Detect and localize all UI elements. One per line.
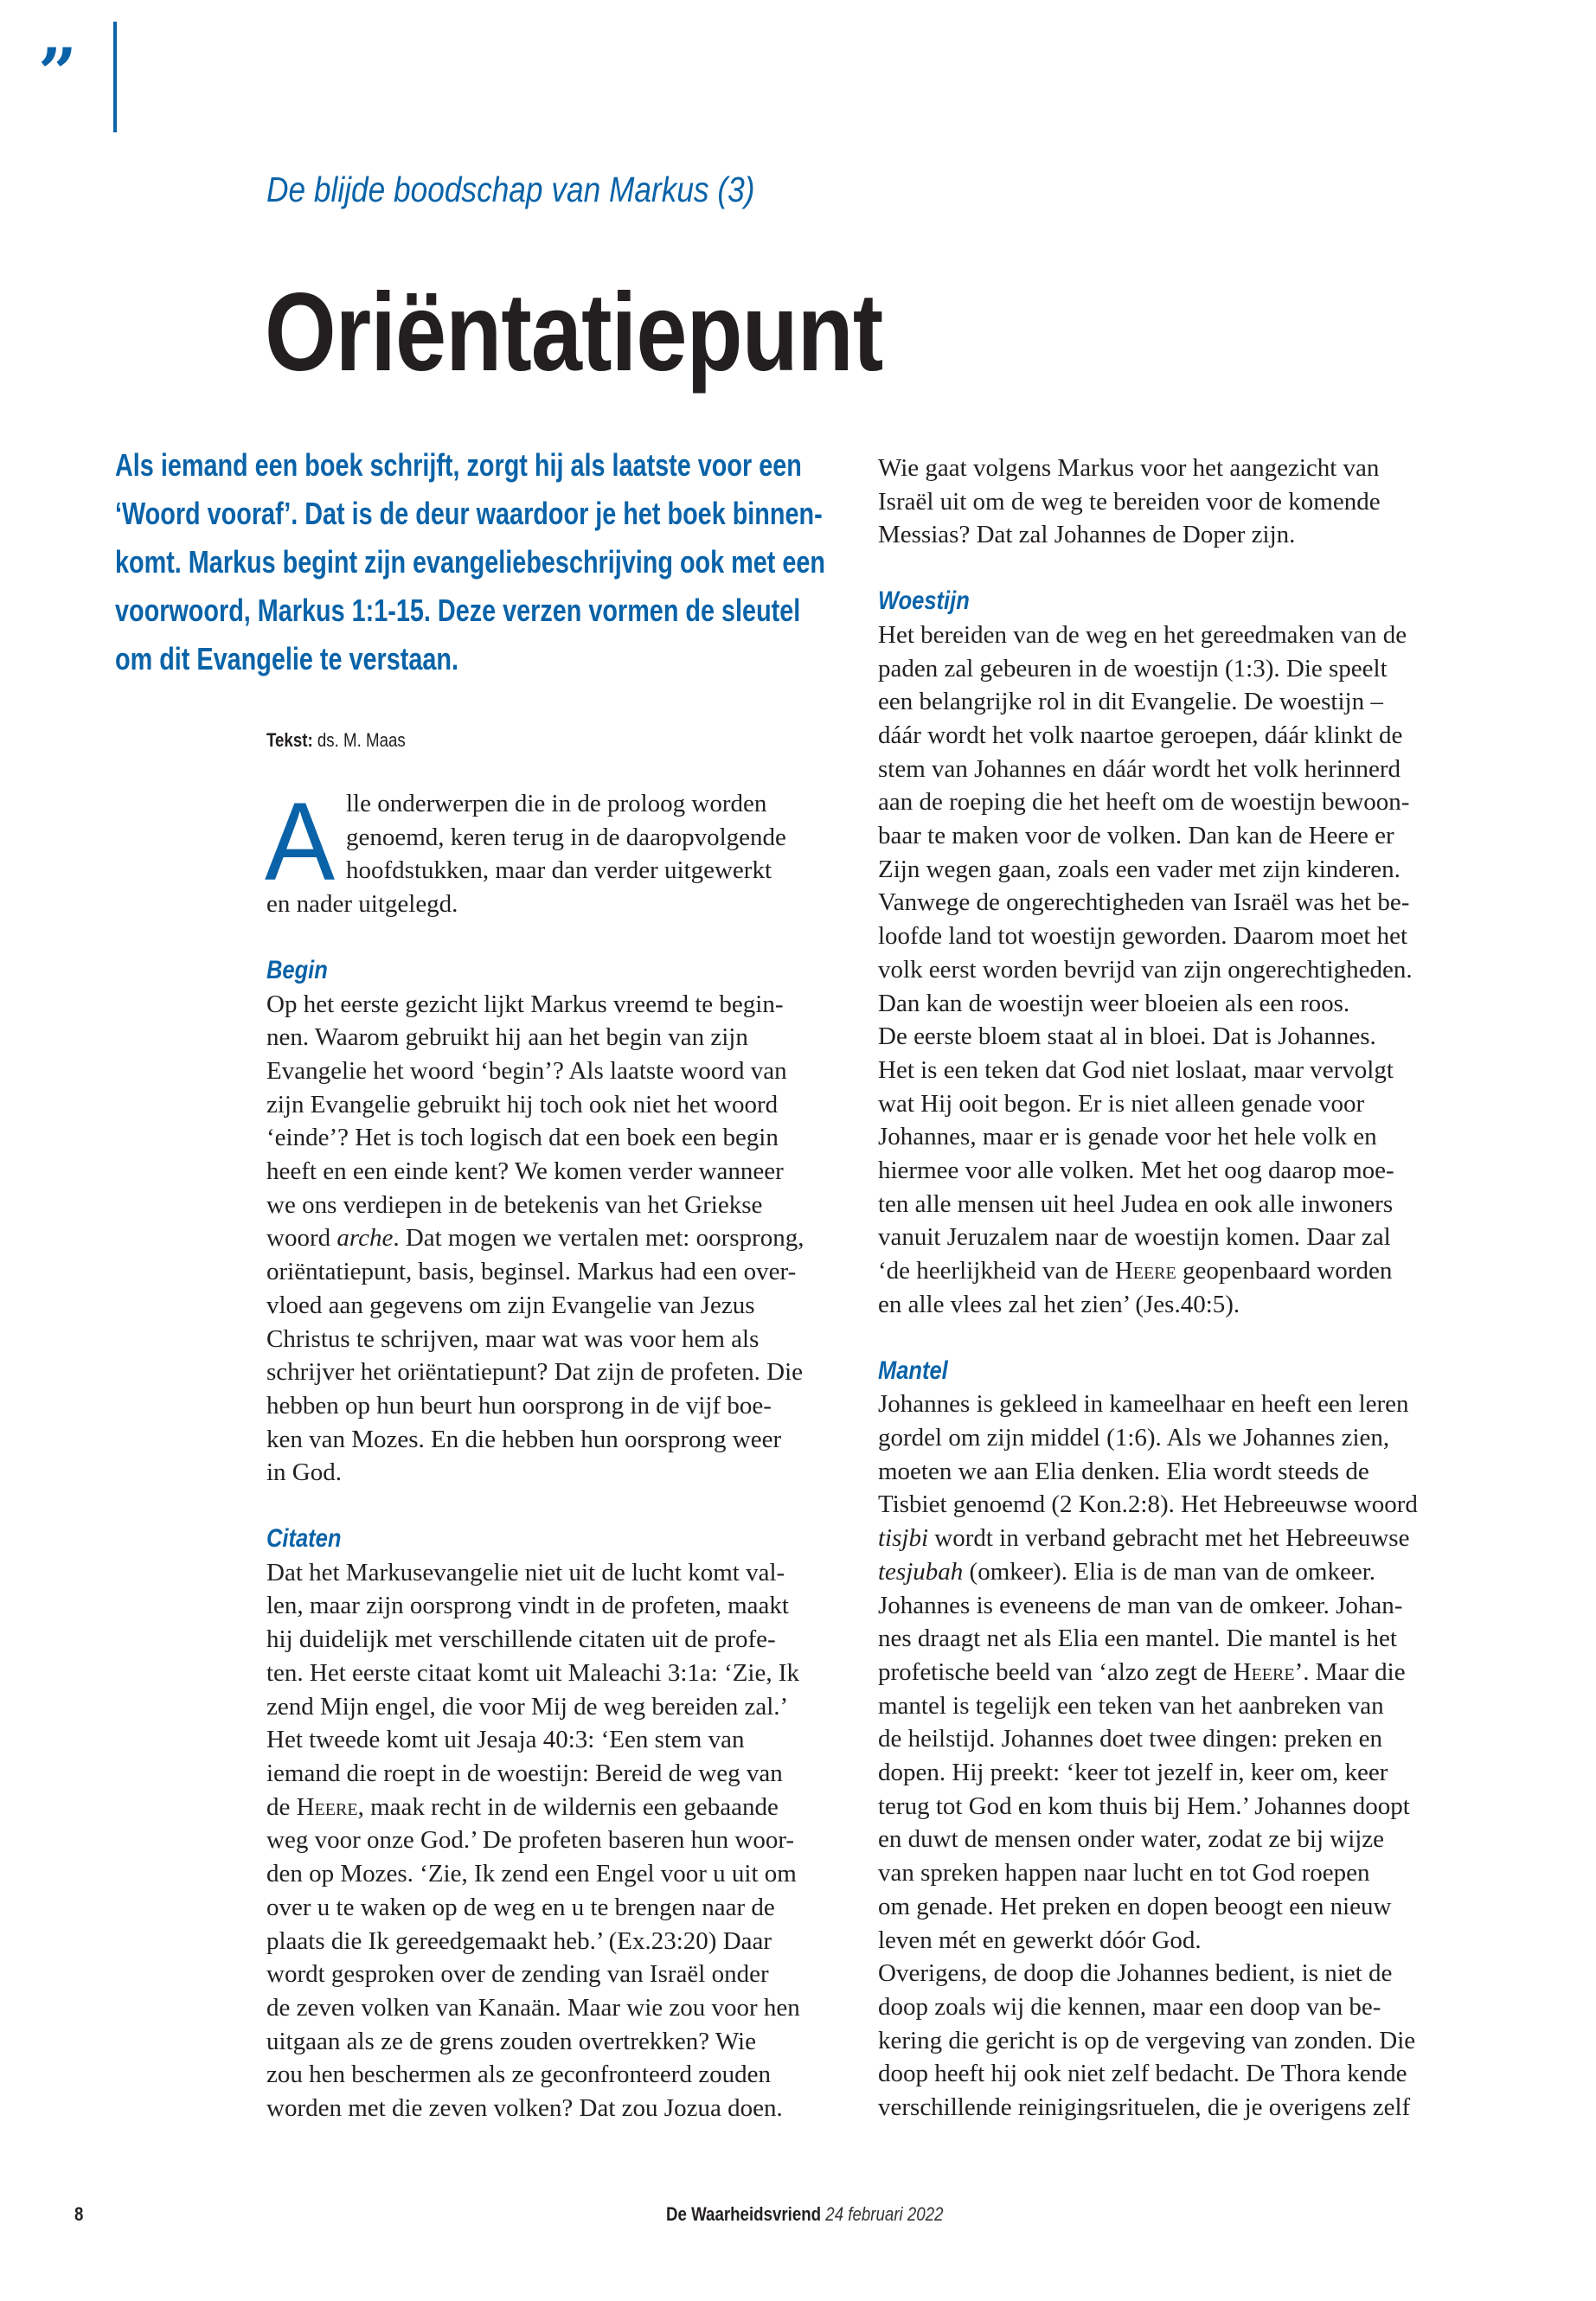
italic-term: arche <box>337 1224 394 1253</box>
lead-line: komt. Markus begint zijn evangeliebeschrijving ook met een <box>115 544 826 580</box>
byline-label: Tekst: <box>266 729 313 751</box>
body-line: zijn Evangelie gebruikt hij toch ook niet het woord <box>266 1090 779 1118</box>
footer-publication <box>666 2203 944 2226</box>
body-line: over u te waken op de weg en u te brengen naar de <box>266 1893 775 1921</box>
body-line: Het tweede komt uit Jesaja 40:3: ‘Een stem van <box>266 1726 745 1754</box>
column-left <box>265 780 842 2125</box>
body-line: Overigens, de doop die Johannes bedient, is niet de <box>878 1959 1393 1988</box>
body-line: hebben op hun beurt hun oorsprong in de vijf boe- <box>266 1391 772 1420</box>
body-line: nes draagt net als Elia een mantel. Die mantel is het <box>878 1625 1397 1653</box>
small-caps-term: Heere <box>1114 1257 1176 1285</box>
small-caps-term: Heere <box>296 1792 358 1821</box>
body-line <box>266 1791 842 1824</box>
article-title: Oriëntatiepunt <box>265 271 883 394</box>
body-line: zend Mijn engel, die voor Mij de weg bereiden zal.’ <box>266 1692 789 1721</box>
body-line: Christus te schrijven, maar wat was voor hem als <box>266 1324 760 1353</box>
lead-line: Als iemand een boek schrijft, zorgt hij als laatste voor een <box>115 447 802 483</box>
body-line: Tisbiet genoemd (2 Kon.2:8). Het Hebreeuwse woord <box>878 1490 1418 1519</box>
small-caps-term: Heere <box>1233 1657 1295 1686</box>
text-run: de <box>266 1792 297 1821</box>
body-line: Het bereiden van de weg en het gereedmaken van de <box>878 620 1407 649</box>
spacer <box>878 1322 1458 1355</box>
body-line: de zeven volken van Kanaän. Maar wie zou voor hen <box>266 1993 800 2022</box>
body-line: om genade. Het preken en dopen beoogt een nieuw <box>878 1892 1392 1920</box>
section-heading-citaten: Citaten <box>266 1524 342 1554</box>
body-line: terug tot God en kom thuis bij Hem.’ Johannes doopt <box>878 1791 1410 1820</box>
continuation-paragraph <box>878 452 1458 552</box>
spacer <box>878 552 1458 585</box>
body-line: paden zal gebeuren in de woestijn (1:3). Die speelt <box>878 654 1388 683</box>
lead-line: om dit Evangelie te verstaan. <box>115 641 458 676</box>
body-line: wat Hij ooit begon. Er is niet alleen genade voor <box>878 1089 1365 1118</box>
body-line: Het is een teken dat God niet loslaat, maar vervolgt <box>878 1055 1394 1084</box>
body-line: dáár wordt het volk naartoe geroepen, dáár klinkt de <box>878 721 1403 749</box>
body-line: doop heeft hij ook niet zelf bedacht. De Thora kende <box>878 2060 1407 2088</box>
text-run: profetische beeld van ‘alzo zegt de <box>878 1657 1234 1686</box>
body-line: ten. Het eerste citaat komt uit Maleachi 3:1a: ‘Zie, Ik <box>266 1658 800 1687</box>
text-run: ’. Maar die <box>1294 1657 1406 1686</box>
byline <box>266 729 406 752</box>
body-line <box>266 1221 842 1255</box>
header-rule <box>113 22 117 132</box>
body-line: hoofdstukken, maar dan verder uitgewerkt <box>346 856 772 885</box>
body-line: hij duidelijk met verschillende citaten uit de profe- <box>266 1625 776 1654</box>
footer-page-number: 8 <box>74 2203 84 2225</box>
body-line: zou hen beschermen als ze geconfronteerd zouden <box>266 2061 771 2089</box>
body-line: een belangrijke rol in dit Evangelie. De woestijn – <box>878 688 1383 716</box>
body-line <box>878 1254 1458 1288</box>
section-heading-woestijn: Woestijn <box>878 586 970 616</box>
body-line: ‘einde’? Het is toch logisch dat een boek een begin <box>266 1124 779 1152</box>
body-line: moeten we aan Elia denken. Elia wordt steeds de <box>878 1457 1369 1485</box>
body-line: len, maar zijn oorsprong vindt in de profeten, maakt <box>266 1592 789 1620</box>
body-line: wordt gesproken over de zending van Israël onder <box>266 1960 769 1989</box>
body-line: oriëntatiepunt, basis, beginsel. Markus had een over- <box>266 1258 797 1286</box>
body-line: baar te maken voor de volken. Dan kan de Heere er <box>878 822 1394 850</box>
lead-paragraph <box>115 441 963 683</box>
body-line: ken van Mozes. En die hebben hun oorsprong weer <box>266 1425 782 1453</box>
text-run: ‘de heerlijkheid van de <box>878 1257 1115 1285</box>
body-line: vloed aan gegevens om zijn Evangelie van Jezus <box>266 1291 755 1319</box>
body-line: Johannes is gekleed in kameelhaar en heeft een leren <box>878 1390 1409 1419</box>
body-line: Johannes is eveneens de man van de omkeer. Johan- <box>878 1591 1403 1619</box>
body-line: schrijver het oriëntatiepunt? Dat zijn de profeten. Die <box>266 1358 804 1387</box>
section-citaten-body <box>266 1556 842 2125</box>
body-line: iemand die roept in de woestijn: Bereid de weg van <box>266 1759 783 1787</box>
italic-term: tisjbi <box>878 1524 929 1553</box>
spacer <box>266 1490 842 1522</box>
body-line: Dat het Markusevangelie niet uit de lucht komt val- <box>266 1558 785 1586</box>
body-line: Dan kan de woestijn weer bloeien als een roos. <box>878 989 1350 1017</box>
body-line: den op Mozes. ‘Zie, Ik zend een Engel voor u uit om <box>266 1860 797 1888</box>
body-line: plaats die Ik gereedgemaakt heb.’ (Ex.23:20) Daar <box>266 1926 772 1955</box>
body-line: de heilstijd. Johannes doet twee dingen: preken en <box>878 1725 1383 1753</box>
body-line: dopen. Hij preekt: ‘keer tot jezelf in, keer om, keer <box>878 1759 1388 1787</box>
text-run: . Dat mogen we vertalen met: oorsprong, <box>393 1224 804 1253</box>
body-line: mantel is tegelijk een teken van het aanbreken van <box>878 1691 1384 1720</box>
body-line: leven mét en gewerkt dóór God. <box>878 1926 1202 1954</box>
quote-mark-icon: ” <box>38 34 70 112</box>
intro-paragraph <box>265 780 842 921</box>
body-line: kering die gericht is op de vergeving van zonden. Die <box>878 2026 1416 2054</box>
body-line: Vanwege de ongerechtigheden van Israël was het be- <box>878 888 1410 917</box>
body-line: volk eerst worden bevrijd van zijn ongerechtigheden. <box>878 955 1413 984</box>
body-line: worden met die zeven volken? Dat zou Jozua doen. <box>266 2094 783 2123</box>
body-line: stem van Johannes en dáár wordt het volk herinnerd <box>878 754 1401 783</box>
body-line: van spreken happen naar lucht en tot God roepen <box>878 1859 1370 1888</box>
body-line: De eerste bloem staat al in bloei. Dat is Johannes. <box>878 1022 1376 1051</box>
body-line: Wie gaat volgens Markus voor het aangezicht van <box>878 454 1380 482</box>
body-line: vanuit Jeruzalem naar de woestijn komen. Daar zal <box>878 1223 1391 1252</box>
lead-line: ‘Woord vooraf’. Dat is de deur waardoor je het boek binnen- <box>115 496 823 531</box>
body-line: Evangelie het woord ‘begin’? Als laatste woord van <box>266 1056 787 1085</box>
body-line: genoemd, keren terug in de daaropvolgende <box>346 823 786 851</box>
text-run: (omkeer). Elia is de man van de omkeer. <box>963 1557 1375 1586</box>
body-line: in God. <box>266 1458 342 1487</box>
publication-date: 24 februari 2022 <box>825 2203 944 2225</box>
body-line: loofde land tot woestijn geworden. Daarom moet het <box>878 922 1408 951</box>
section-heading-begin: Begin <box>266 955 328 984</box>
section-mantel-body <box>878 1388 1458 2124</box>
text-run: geopenbaard worden <box>1176 1257 1393 1285</box>
body-line <box>878 1656 1458 1689</box>
body-line: en alle vlees zal het zien’ (Jes.40:5). <box>878 1290 1240 1318</box>
body-line: heeft en een einde kent? We komen verder wanneer <box>266 1157 784 1186</box>
text-run: , maak recht in de wildernis een gebaande <box>357 1792 779 1821</box>
body-line: doop zoals wij die kennen, maar een doop van be- <box>878 1992 1381 2021</box>
body-line: aan de roeping die het heeft om de woestijn bewoon- <box>878 788 1410 817</box>
body-line: Israël uit om de weg te bereiden voor de komende <box>878 487 1381 516</box>
body-line: verschillende reinigingsrituelen, die je overigens zelf <box>878 2093 1411 2122</box>
body-line: hiermee voor alle volken. Met het oog daarop moe- <box>878 1157 1394 1185</box>
body-line <box>878 1555 1458 1589</box>
section-woestijn-body <box>878 619 1458 1322</box>
body-line: Johannes, maar er is genade voor het hele volk en <box>878 1123 1377 1151</box>
body-line: Zijn wegen gaan, zoals een vader met zijn kinderen. <box>878 855 1401 883</box>
body-line: ten alle mensen uit heel Judea en ook alle inwoners <box>878 1189 1394 1218</box>
text-run: woord <box>266 1224 337 1253</box>
lead-line: voorwoord, Markus 1:1-15. Deze verzen vormen de sleutel <box>115 593 801 628</box>
body-line: Op het eerste gezicht lijkt Markus vreemd te begin- <box>266 990 784 1018</box>
body-line: weg voor onze God.’ De profeten baseren hun woor- <box>266 1826 795 1855</box>
text-run: wordt in verband gebracht met het Hebreeuwse <box>928 1524 1410 1553</box>
body-line: en nader uitgelegd. <box>266 890 458 919</box>
section-begin-body <box>266 988 842 1490</box>
body-line: gordel om zijn middel (1:6). Als we Johannes zien, <box>878 1423 1390 1452</box>
section-heading-mantel: Mantel <box>878 1356 948 1385</box>
body-line: we ons verdiepen in de betekenis van het Griekse <box>266 1190 763 1219</box>
italic-term: tesjubah <box>878 1557 964 1586</box>
column-right <box>878 452 1458 2125</box>
body-line: uitgaan als ze de grens zouden overtrekken? Wie <box>266 2027 756 2055</box>
body-line: lle onderwerpen die in de proloog worden <box>346 790 767 817</box>
spacer <box>266 921 842 954</box>
publication-name: De Waarheidsvriend <box>666 2203 822 2225</box>
drop-cap: A <box>265 780 336 904</box>
body-line <box>878 1522 1458 1555</box>
byline-author: ds. M. Maas <box>317 729 406 751</box>
body-line: nen. Waarom gebruikt hij aan het begin van zijn <box>266 1023 748 1052</box>
body-line: Messias? Dat zal Johannes de Doper zijn. <box>878 521 1296 549</box>
series-subtitle: De blijde boodschap van Markus (3) <box>266 170 755 209</box>
body-line: en duwt de mensen onder water, zodat ze bij wijze <box>878 1825 1385 1854</box>
